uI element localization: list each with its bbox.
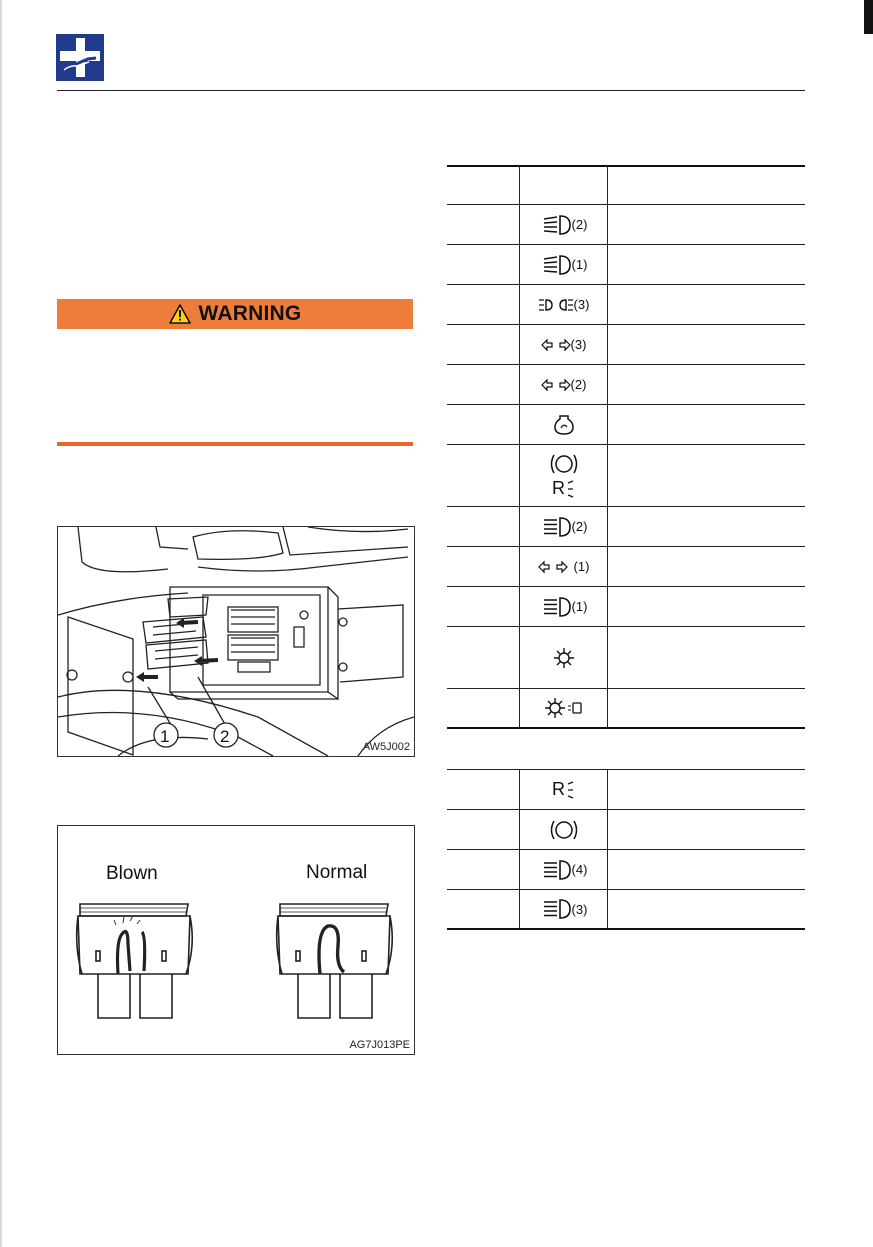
circuit-number: (1): [573, 559, 590, 574]
table-row: [447, 850, 805, 890]
table-row: [447, 507, 805, 547]
table-row: [447, 285, 805, 325]
table-row: [447, 810, 805, 850]
circuit-number: (1): [571, 599, 588, 614]
reverse-label: R: [552, 779, 565, 799]
figure-code: AG7J013PE: [349, 1039, 410, 1051]
warning-label: WARNING: [198, 302, 302, 325]
table-row: [447, 770, 805, 810]
table-row: [447, 405, 805, 445]
table-section-gap: [447, 729, 805, 770]
fuse-table: [447, 165, 805, 930]
horn-icon: [553, 414, 575, 436]
low-beam-icon: [540, 595, 572, 619]
reverse-icon: [565, 781, 575, 799]
section-rule: [57, 442, 413, 446]
circuit-number: (3): [570, 337, 587, 352]
fuse-box-figure: [57, 526, 415, 757]
circuit-number: (1): [571, 257, 588, 272]
ac-compressor-icon: [544, 697, 584, 719]
circuit-number: (2): [571, 217, 588, 232]
table-row: [447, 365, 805, 405]
brake-light-icon: [548, 452, 580, 476]
warning-triangle-icon: [169, 304, 191, 324]
reverse-icon: [565, 480, 575, 498]
fuse-illustration: [58, 826, 414, 1054]
table-row: [447, 689, 805, 729]
table-row: [447, 205, 805, 245]
reverse-label: R: [552, 478, 565, 498]
high-beam-icon: [540, 213, 572, 237]
circuit-number: (3): [571, 901, 588, 917]
normal-label: Normal: [306, 862, 368, 883]
figure-code: AW5J002: [362, 741, 410, 753]
turn-signal-icon: [538, 560, 568, 574]
side-lights-icon: [538, 297, 574, 313]
circuit-number: (2): [571, 519, 588, 534]
header-rule: [57, 90, 805, 91]
low-beam-icon: [540, 858, 572, 882]
callout-1: 1: [160, 727, 170, 746]
cross-tool-icon: [56, 34, 104, 81]
circuit-number: (4): [571, 862, 588, 877]
turn-signal-icon: [541, 378, 571, 392]
table-row: [447, 627, 805, 689]
table-row: [447, 587, 805, 627]
table-row: [447, 890, 805, 930]
fuse-box-illustration: [58, 527, 414, 756]
circuit-number: (3): [573, 297, 590, 312]
table-row: [447, 445, 805, 507]
table-header-row: [447, 165, 805, 205]
low-beam-icon: [540, 515, 572, 539]
table-row: [447, 325, 805, 365]
callout-2: 2: [220, 727, 230, 746]
table-row: [447, 547, 805, 587]
service-logo: [56, 34, 104, 81]
turn-signal-icon: [541, 338, 571, 352]
circuit-number: (2): [570, 377, 587, 392]
low-beam-icon: [540, 897, 572, 921]
page-edge: [0, 0, 2, 1247]
air-conditioner-icon: [553, 647, 575, 669]
fuse-compare-figure: [57, 825, 415, 1055]
corner-mark: [864, 0, 873, 34]
brake-light-icon: [548, 818, 580, 842]
high-beam-icon: [540, 253, 572, 277]
table-row: [447, 245, 805, 285]
warning-banner: [57, 299, 413, 329]
blown-label: Blown: [106, 863, 158, 884]
